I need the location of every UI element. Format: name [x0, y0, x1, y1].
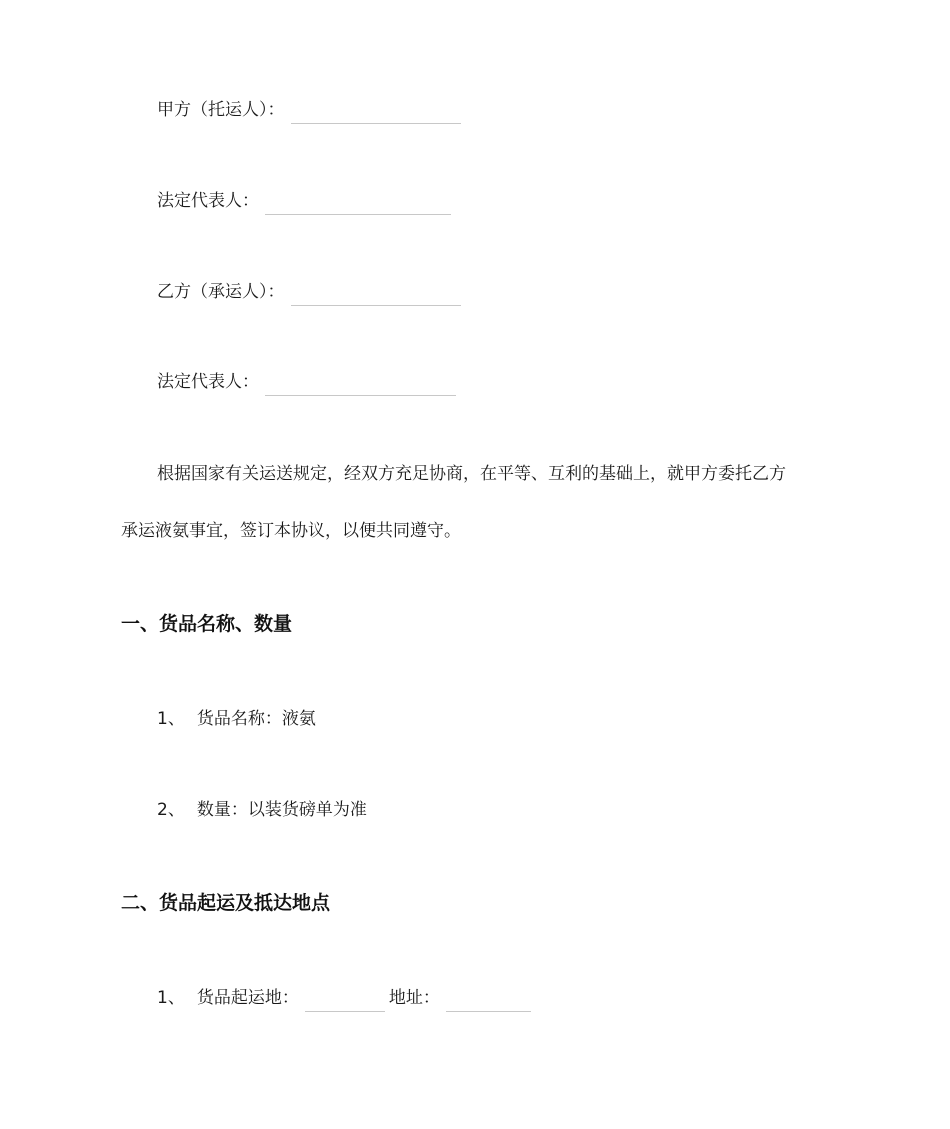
- section-1-item-1: [157, 708, 316, 730]
- party-a-label: 甲方（托运人）：: [157, 100, 285, 120]
- item-number: 2、: [157, 800, 185, 820]
- item-number: 1、: [157, 709, 185, 729]
- party-b-rep-blank: [265, 375, 456, 396]
- party-a-blank: [291, 103, 461, 124]
- party-b-rep-line: [157, 371, 456, 393]
- address-label: 地址：: [388, 988, 440, 1008]
- party-b-label: 乙方（承运人）：: [157, 282, 285, 302]
- item-number: 1、: [157, 988, 185, 1008]
- party-b-blank: [291, 285, 461, 306]
- party-b-rep-label: 法定代表人：: [157, 372, 259, 392]
- section-2-item-1: [157, 987, 531, 1009]
- section-1-title: 一、货品名称、数量: [121, 613, 293, 635]
- section-1-item-2: [157, 799, 367, 821]
- item-text: 货品名称：液氨: [196, 709, 316, 729]
- party-a-line: [157, 99, 461, 121]
- party-a-rep-line: [157, 190, 451, 212]
- address-blank: [446, 991, 531, 1012]
- party-b-line: [157, 281, 461, 303]
- item-text: 数量：以装货磅单为准: [196, 800, 367, 820]
- section-2-title: 二、货品起运及抵达地点: [121, 892, 331, 914]
- intro-line-1: 根据国家有关运送规定，经双方充足协商，在平等、互利的基础上，就甲方委托乙方: [157, 464, 786, 484]
- origin-blank: [305, 991, 385, 1012]
- intro-line-2: 承运液氨事宜，签订本协议，以便共同遵守。: [121, 521, 461, 541]
- party-a-rep-blank: [265, 194, 451, 215]
- party-a-rep-label: 法定代表人：: [157, 191, 259, 211]
- origin-label: 货品起运地：: [196, 988, 299, 1008]
